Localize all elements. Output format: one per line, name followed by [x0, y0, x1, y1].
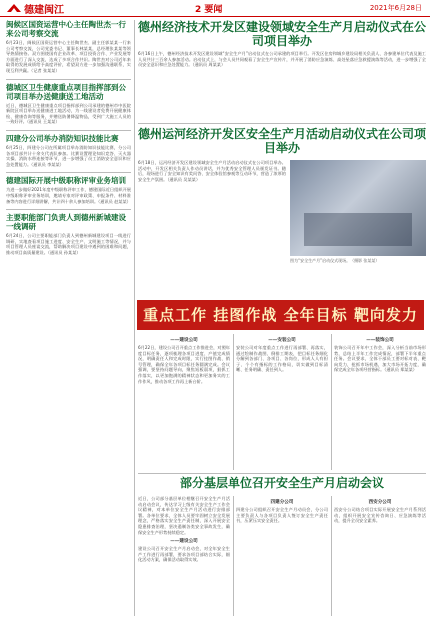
second-story-headline: 德州运河经济开发区安全生产月活动启动仪式在公司项目举办 [138, 127, 426, 155]
unit-body: 建设公司召开安全生产月启动会，对全年安全生产工作进行再部署，要求各项目部结合实际，细化活动方案，确保活动取得实效。 [138, 546, 230, 563]
second-story-body: 6月18日，运河经济开发区建设领域安全生产月活动启动仪式在公司项目举办。活动中，开发区相关负责人作动员讲话，并为优秀安全管理人员颁发证书。随后，现场进行了安全知识有奖问答、安全体验馆参观等互动环节，营造了浓厚的安全生产氛围。（通讯员 吴某某） [138, 160, 286, 182]
top-story-body: 6月16日上午，德州经济技术开发区建设领域“安全生产月”启动仪式在公司承建的项目举行。开发区住房和城乡建设局相关负责人、各参建单位代表及施工人员共计三百余人参加活动。启动仪式上，与会人员共同观看了安全生产宣传片，并开展了消防应急演练、高处坠落应急救援演练等活动，进一步增强了全员安全意识和应急处置能力。（通讯员 周某某） [138, 51, 426, 68]
company-logo-icon [6, 2, 22, 14]
unit-label: ——建设公司 [170, 539, 198, 545]
left-story [6, 83, 131, 125]
event-photo [290, 160, 426, 256]
mid-column [138, 334, 230, 470]
left-story [6, 213, 131, 255]
bottom-column [236, 496, 328, 616]
story-headline: 闽候区国资运营中心主任陶世杰一行来公司考察交流 [6, 20, 126, 38]
story-headline: 四建分公司举办消防知识技能比赛 [6, 133, 119, 143]
story-body: 6月25日，四建分公司在所属项目举办消防知识技能比赛，分公司各项目部共计十余支代表队参加。比赛设置理论知识竞答、灭火器实操、消防水带连接等环节，进一步增强了员工消防安全意识和应急处置能力。（通讯员 李某某） [6, 144, 131, 167]
mid-column [236, 334, 328, 470]
unit-label: ——安装公司 [268, 338, 296, 343]
column-divider [331, 496, 332, 616]
divider [6, 209, 131, 210]
bottom-story-head [138, 476, 426, 494]
unit-label: ——装饰公司 [366, 338, 394, 343]
story-body: 6月23日，闽候区国资运营中心主任陶世杰、副主任郭某某一行来公司考察交流，公司党委书记、董事长林某某，总经理张某某等领导热情接待。双方围绕国有企业改革、项目投资合作、产业发展等方面进行了深入交流，达成了多项合作共识。陶世杰对公司近年来取得的发展成绩给予高度评价，希望双方进一步加强沟通联系，实现互利共赢。（记者 张某某） [6, 40, 131, 73]
divider [6, 172, 131, 173]
column-divider [331, 334, 332, 470]
unit-body: 安装公司对年度重点工作进行再部署、再落实，通过绘制作战图、倒排工期表，把目标任务细化分解到各部门、各项目、各岗位，形成人人有担子、个个有指标的工作格局，切实做到目标清晰、任务明确、责任到人。 [236, 345, 328, 373]
left-column [6, 20, 131, 616]
bottom-column [334, 496, 426, 616]
second-story-text [138, 160, 286, 295]
unit-label: ——建设公司 [170, 338, 198, 343]
story-headline: 德城区卫生健康重点项目指挥部到公司项目举办送健康送工地活动 [6, 82, 126, 101]
photo-caption-box [290, 258, 426, 294]
unit-body: 四建分公司组织召开安全生产月动员会，分公司主要负责人与各项目负责人签订安全生产责任书，压紧压实安全责任。 [236, 507, 328, 524]
column-divider [233, 496, 234, 616]
left-story [6, 134, 131, 167]
story-body: 为进一步做好2021年度中级职称评审工作，德建国际近日组织开展中级职称评审业务培训，邀请专家对评审政策、申报条件、材料准备等内容进行详细讲解，共计四十余人参加培训。（通讯员 赵某某） [6, 187, 131, 204]
unit-label: 四建分公司 [270, 500, 294, 505]
page-number: 2 要闻 [195, 5, 223, 15]
second-story-head [138, 127, 426, 159]
unit-label: 西安分公司 [368, 500, 392, 505]
story-body: 近日，德城区卫生健康重点项目指挥部到公司承建的德州市中医院新院区项目举办送健康进工地活动，为一线建设者免费开展健康体检、健康咨询等服务，并赠送防暑降温物品，受到广大施工人员的一致好评。（通讯员 王某某） [6, 102, 131, 125]
left-story [6, 176, 131, 204]
top-story [138, 20, 426, 120]
unit-body: 装饰公司召开年中工作会，深入分析当前市场形势，总结上半年工作完成情况，部署下半年重点任务。会议要求，全体干部员工要对标对表、靶向发力，抢抓市场机遇，加大市场开拓力度，确保完成全年各项经营指标。（通讯员 郑某某） [334, 345, 426, 373]
divider [138, 473, 426, 474]
bottom-body: 近日，公司部分基层单位相继召开安全生产月活动启动会议，传达学习上级有关安全生产工作会议精神，对本单位安全生产月活动进行安排部署。各单位要求，全体人员要牢固树立安全发展理念，严格落实安全生产责任制，深入开展安全隐患排查治理，坚决遏制各类安全事故发生，确保安全生产形势持续稳定。 [138, 496, 230, 535]
divider [6, 79, 131, 80]
unit-body: 西安分公司结合项目实际开展安全生产月系列活动，组织开展安全宣传咨询日、应急演练等活动，提升全员安全素养。 [334, 507, 426, 524]
photo-caption: 图为“安全生产月”启动仪式现场。（摄影 张某某） [290, 258, 380, 263]
story-body: 6月24日，公司主要职能部门负责人到德州新城建设项目一线进行调研，实地查看项目施工进度、安全生产、文明施工等情况，并与项目管理人员座谈交流，帮助解决项目建设中遇到的困难和问题，推动项目高质量建设。（通讯员 孙某某） [6, 233, 131, 255]
brand-name: 德建闽江 [24, 5, 64, 16]
left-story [6, 20, 131, 74]
story-headline: 德建国际开展中级职称评审业务培训 [6, 176, 126, 186]
divider [138, 123, 426, 124]
unit-body: 6月22日，建设公司召开重点工作推进会，对照年度目标任务，逐项梳理各项目进度、产值完成情况，明确责任人和完成时限，实行挂图作战、销号管理，确保全年各项目标任务圆满完成。会议强调，要坚持问题导向，聚焦短板弱项，狠抓工作落实，以更加饱满的精神状态和更加务实的工作作风，推动各项工作再上新台阶。 [138, 345, 230, 384]
divider [6, 130, 131, 131]
masthead [0, 0, 430, 17]
key-work-banner: 重点工作 挂图作战 全年目标 靶向发力 [137, 300, 424, 330]
bottom-column [138, 496, 230, 616]
story-headline: 主要职能部门负责人到德州新城建设一线调研 [6, 213, 126, 232]
top-story-headline: 德州经济技术开发区建设领域安全生产月启动仪式在公司项目举办 [138, 20, 426, 48]
mid-column [334, 334, 426, 470]
issue-date: 2021年6月28日 [369, 4, 422, 12]
bottom-story-headline: 部分基层单位召开安全生产月启动会议 [179, 476, 384, 490]
column-divider [233, 334, 234, 470]
column-divider [134, 20, 135, 616]
